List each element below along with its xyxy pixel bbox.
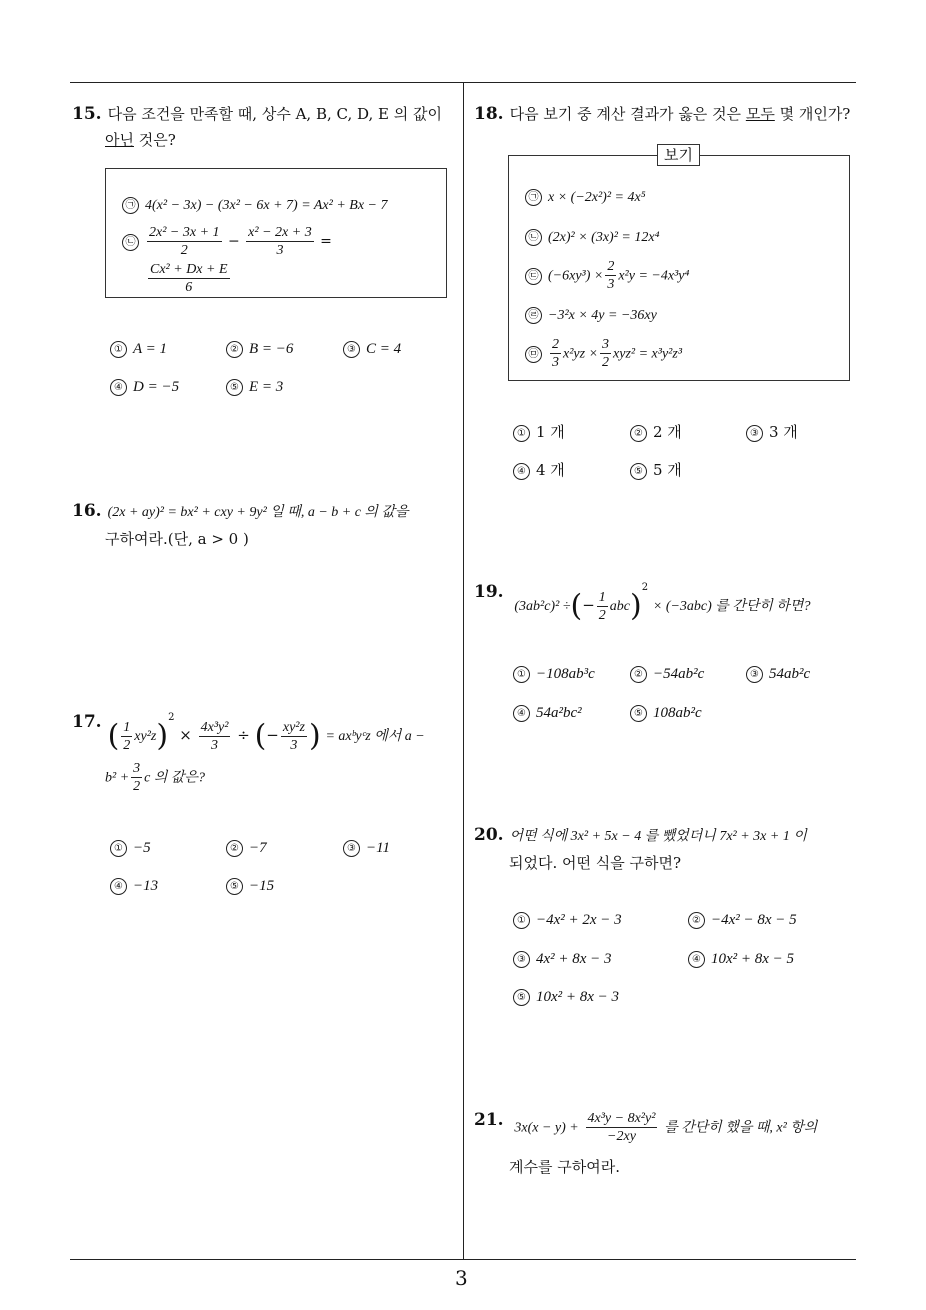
- example-item-1: ㉠ x × (−2x²)² = 4x⁵: [525, 186, 646, 209]
- choice-2[interactable]: ② B = −6: [226, 339, 293, 358]
- bottom-rule: [70, 1259, 856, 1260]
- choice-1[interactable]: ① −5: [110, 838, 151, 857]
- question-number: 19.: [474, 582, 504, 602]
- question-15: [72, 103, 457, 151]
- question-text: 다음 보기 중 계산 결과가 옳은 것은: [509, 105, 746, 123]
- question-number: 18.: [474, 104, 504, 124]
- example-item-2: ㉡ (2x)² × (3x)² = 12x⁴: [525, 226, 659, 249]
- example-item-5: ㉤ $\frac{2}{3}$ x²yz × $\frac{3}{2}$ xyz² = x³y²z³: [525, 336, 682, 371]
- choice-4[interactable]: ④ 54a²bc²: [513, 703, 582, 722]
- fraction: $\frac{1}{2}$: [123, 719, 131, 753]
- example-box-label: 보기: [657, 144, 700, 166]
- condition-label: ㉠: [122, 197, 139, 214]
- question-number: 17.: [72, 712, 102, 732]
- condition-2: [122, 224, 332, 259]
- choice-1[interactable]: ① 1 개: [513, 421, 565, 442]
- question-21-line2: 계수를 구하여라.: [509, 1158, 620, 1176]
- choice-3[interactable]: ③ −11: [343, 838, 390, 857]
- question-text: 다음 조건을 만족할 때, 상수 A, B, C, D, E 의 값이: [107, 105, 442, 123]
- question-text: 어떤 식에 3x² + 5x − 4 를 뺐었더니 7x² + 3x + 1 이: [509, 829, 807, 844]
- choice-3[interactable]: ③ 54ab²c: [746, 664, 810, 683]
- fraction: $\frac{\text{x² − 2x + 3}}{3}$: [248, 225, 312, 258]
- choice-1[interactable]: ① −4x² + 2x − 3: [513, 910, 622, 929]
- choice-5[interactable]: ⑤ E = 3: [226, 377, 283, 396]
- fraction: $\frac{1}{2}$: [598, 589, 606, 623]
- fraction: $\frac{3}{2}$: [602, 337, 610, 370]
- fraction: $\frac{2}{3}$: [607, 259, 615, 292]
- choice-3[interactable]: ③ 3 개: [746, 421, 798, 442]
- question-text: 구하여라.(단, a > 0 ): [105, 530, 249, 548]
- choice-5[interactable]: ⑤ 5 개: [630, 459, 682, 480]
- question-text: 되었다. 어떤 식을 구하면?: [509, 854, 682, 872]
- question-number: 15.: [72, 104, 102, 124]
- fraction: $\frac{\text{2x² − 3x + 1}}{2}$: [149, 225, 220, 258]
- fraction: $\frac{\text{Cx² + Dx + E}}{6}$: [150, 262, 228, 295]
- condition-box: [105, 168, 447, 298]
- question-19: 19. (3ab²c)² ÷(− $\frac{1}{2}$ abc)$^2$ × (−3abc) 를 간단히 하면?: [474, 582, 811, 624]
- fraction: $\frac{\text{4x³y²}}{3}$: [200, 719, 229, 753]
- question-20: [474, 824, 864, 874]
- underlined-word: 모두: [745, 105, 775, 123]
- question-18: [474, 103, 859, 125]
- example-box: [508, 146, 850, 381]
- question-21: 21. 3x(x − y) + $\frac{\text{4x³y − 8x²y²}}{-2xy}$ 를 간단히 했을 때, x² 항의: [474, 1110, 818, 1144]
- question-number: 21.: [474, 1110, 504, 1130]
- condition-expression: 4(x² − 3x) − (3x² − 6x + 7) = Ax² + Bx − 7: [145, 198, 388, 213]
- choice-2[interactable]: ② 2 개: [630, 421, 682, 442]
- choice-4[interactable]: ④ 4 개: [513, 459, 565, 480]
- operator: −: [227, 233, 240, 250]
- choice-5[interactable]: ⑤ 108ab²c: [630, 703, 702, 722]
- question-number: 20.: [474, 825, 504, 845]
- page-number: 3: [455, 1266, 468, 1290]
- example-item-3: ㉢ (−6xy³) × $\frac{2}{3}$ x²y = −4x³y⁴: [525, 258, 689, 293]
- question-text: (2x + ay)² = bx² + cxy + 9y² 일 때, a − b + c 의 값을: [107, 505, 409, 520]
- question-17: 17. ( $\frac{1}{2}$ xy²z)$^2$ × $\frac{\text{4x³y²}}{3}$ ÷ (− $\frac{\text{xy²z}}{3}$ ) = axᵇyᶜz 에서 a − b² + $\frac{3}{2}$ c 의 값은?: [72, 712, 425, 794]
- question-16: [72, 500, 457, 550]
- choice-2[interactable]: ② −7: [226, 838, 267, 857]
- choice-3[interactable]: ③ C = 4: [343, 339, 401, 358]
- condition-2-rhs: [146, 261, 232, 296]
- choice-5[interactable]: ⑤ −15: [226, 876, 274, 895]
- fraction: $\frac{\text{xy²z}}{3}$: [282, 719, 305, 753]
- question-text: 몇 개인가?: [774, 105, 851, 123]
- choice-5[interactable]: ⑤ 10x² + 8x − 3: [513, 987, 619, 1006]
- fraction: $\frac{\text{4x³y − 8x²y²}}{-2xy}$: [587, 1111, 656, 1144]
- choice-4[interactable]: ④ −13: [110, 876, 158, 895]
- condition-label: ㉡: [122, 234, 139, 251]
- choice-3[interactable]: ③ 4x² + 8x − 3: [513, 949, 612, 968]
- choice-4[interactable]: ④ D = −5: [110, 377, 179, 396]
- fraction: $\frac{2}{3}$: [552, 337, 559, 370]
- condition-1: [122, 194, 388, 217]
- question-text: 것은?: [133, 131, 176, 149]
- choice-1[interactable]: ① A = 1: [110, 339, 167, 358]
- operator: =: [320, 233, 332, 250]
- fraction: $\frac{3}{2}$: [133, 760, 141, 794]
- choice-4[interactable]: ④ 10x² + 8x − 5: [688, 949, 794, 968]
- choice-1[interactable]: ① −108ab³c: [513, 664, 595, 683]
- example-item-4: ㉣ −3²x × 4y = −36xy: [525, 304, 657, 327]
- question-number: 16.: [72, 501, 102, 521]
- underlined-word: 아닌: [105, 131, 134, 149]
- choice-2[interactable]: ② −4x² − 8x − 5: [688, 910, 797, 929]
- choice-2[interactable]: ② −54ab²c: [630, 664, 704, 683]
- column-divider: [463, 82, 464, 1260]
